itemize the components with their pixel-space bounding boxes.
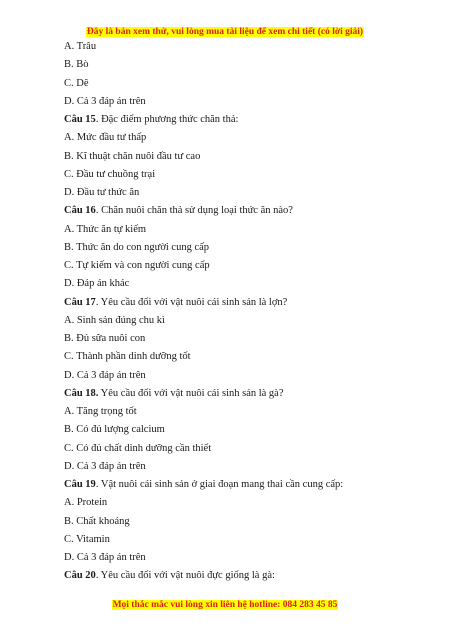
option-text: B. Kĩ thuật chăn nuôi đầu tư cao [64,150,201,162]
option-text: B. Có đủ lượng calcium [64,424,165,436]
question-line [64,476,404,494]
answer-option [64,184,404,202]
question-number: Câu 19 [64,479,96,490]
question-line [64,202,404,220]
answer-option [64,239,404,257]
answer-option [64,531,404,549]
answer-option [64,56,404,74]
answer-option [64,348,404,366]
answer-option [64,549,404,567]
answer-option [64,367,404,385]
option-text: A. Trâu [64,41,97,52]
question-text: . Đặc điểm phương thức chăn thả: [95,114,239,125]
question-text: . Vật nuôi cái sinh sản ở giai đoạn mang thai cần cung cấp: [95,479,344,490]
hotline-text: Mọi thắc mắc vui lòng xin liên hệ hotline: 084 283 45 85 [112,600,338,610]
answer-option [64,312,404,330]
option-text: A. Sinh sản đúng chu kì [64,314,165,326]
option-text: C. Đầu tư chuồng trại [64,168,156,180]
option-text: D. Đáp án khác [64,278,130,290]
option-text: C. Thành phần dinh dưỡng tốt [64,351,191,363]
answer-option [64,166,404,184]
option-text: D. Cả 3 đáp án trên [64,369,146,381]
answer-option [64,440,404,458]
answer-option [64,221,404,239]
option-text: B. Chất khoáng [64,515,130,527]
option-text: D. Cả 3 đáp án trên [64,552,146,563]
question-line [64,385,404,403]
question-number: Câu 17 [64,296,96,308]
question-number: Câu 20 [64,570,96,582]
question-text: . Yêu cầu đối với vật nuôi cái sinh sản là lợn? [95,296,288,308]
answer-option [64,403,404,421]
answer-option [64,275,404,293]
option-text: A. Mức đầu tư thấp [64,132,147,144]
option-text: B. Đủ sữa nuôi con [64,333,146,344]
preview-notice-banner [0,26,450,38]
answer-option [64,330,404,348]
answer-option [64,148,404,166]
question-text: Yêu cầu đối với vật nuôi cái sinh sản là gà? [98,387,284,399]
answer-option [64,458,404,476]
option-text: A. Thức ăn tự kiếm [64,223,147,235]
answer-option [64,75,404,93]
answer-option [64,494,404,512]
answer-option [64,421,404,439]
question-number: Câu 16 [64,205,96,217]
answer-option [64,513,404,531]
answer-option [64,38,404,56]
option-text: D. Cả 3 đáp án trên [64,95,146,107]
answer-option [64,93,404,111]
question-line [64,567,404,585]
answer-option [64,129,404,147]
question-text: . Yêu cầu đối với vật nuôi đực giống là gà: [95,570,275,582]
option-text: C. Dê [64,77,89,89]
option-text: B. Thức ăn do con người cung cấp [64,241,210,253]
option-text: C. Có đủ chất dinh dưỡng cần thiết [64,442,212,454]
option-text: D. Cả 3 đáp án trên [64,460,146,472]
option-text: B. Bò [64,59,89,71]
option-text: D. Đầu tư thức ăn [64,187,140,198]
question-number: Câu 15 [64,114,96,125]
answer-option [64,257,404,275]
option-text: C. Vitamin [64,533,110,545]
document-body [64,38,404,586]
question-line [64,111,404,129]
question-line [64,294,404,312]
hotline-banner [0,599,450,611]
question-number: Câu 18. [64,387,99,399]
option-text: C. Tự kiếm và con người cung cấp [64,260,210,271]
question-text: . Chăn nuôi chăn thả sử dụng loại thức ăn nào? [95,205,293,217]
preview-notice-text: Đây là bản xem thử, vui lòng mua tài liệu để xem chi tiết (có lời giải) [86,27,364,37]
option-text: A. Tăng trọng tốt [64,406,137,417]
option-text: A. Protein [64,497,108,509]
